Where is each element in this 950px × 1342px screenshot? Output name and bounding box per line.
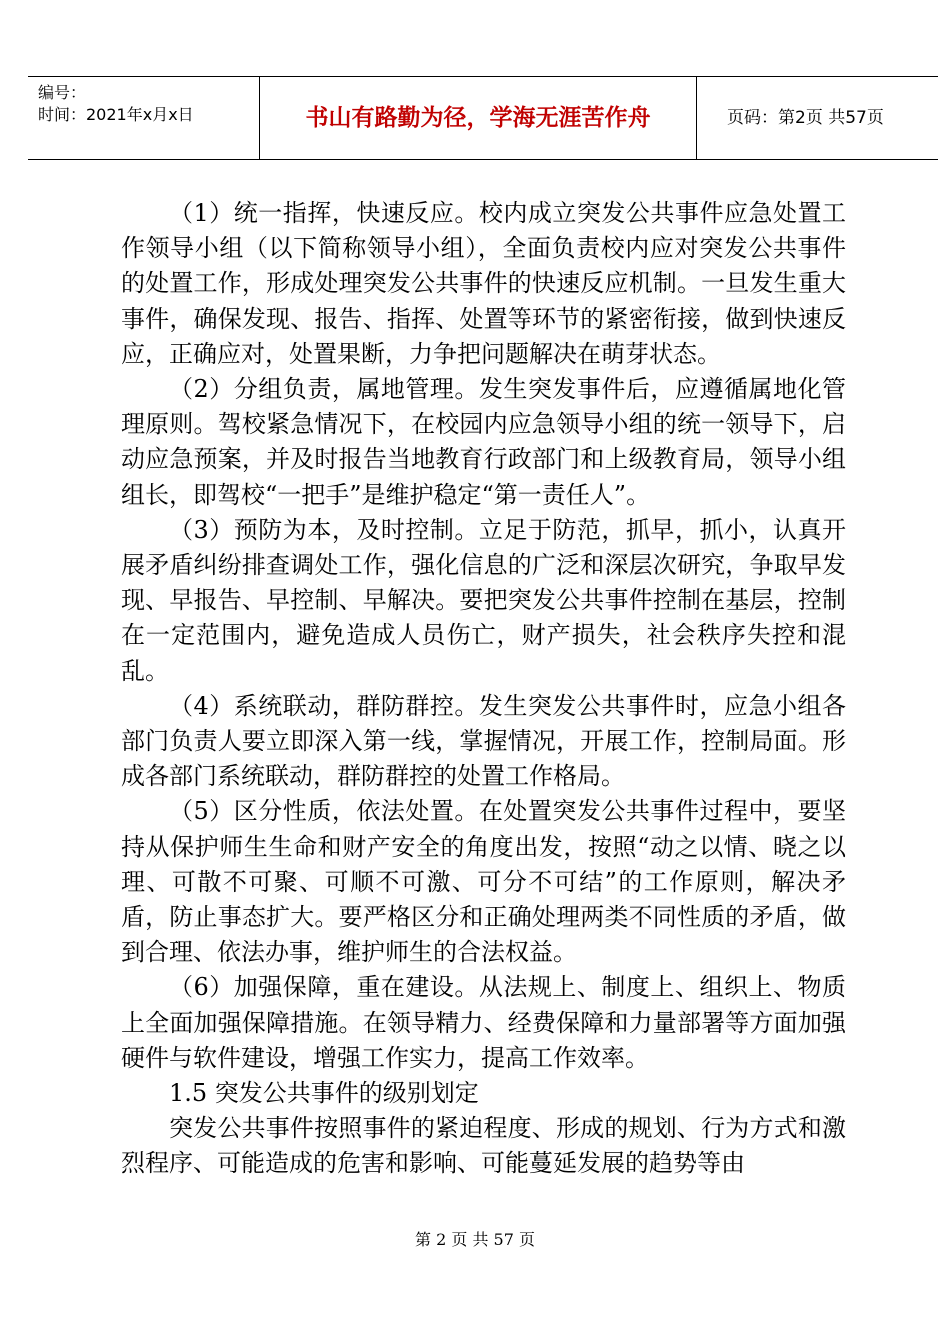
paragraph-prevention: （3）预防为本，及时控制。立足于防范，抓早，抓小，认真开展矛盾纠纷排查调处工作，强化信息的广泛和深层次研究，争取早发现、早报告、早控制、早解决。要把突发公共事件控制在基层，控制在一定范围内，避免造成人员伤亡，财产损失，社会秩序失控和混乱。 [121,515,846,685]
motto-text: 书山有路勤为径，学海无涯苦作舟 [305,105,651,131]
paragraph-security-building: （6）加强保障，重在建设。从法规上、制度上、组织上、物质上全面加强保障措施。在领导精力、经费保障和力量部署等方面加强硬件与软件建设，增强工作实力，提高工作效率。 [121,973,846,1072]
page-code-label: 页码：第2页 共57页 [727,108,884,128]
paragraph-level-classification: 突发公共事件按照事件的紧迫程度、形成的规划、行为方式和激烈程序、可能造成的危害和影响、可能蔓延发展的趋势等由 [121,1114,846,1178]
document-body [121,196,846,1182]
paragraph-system-linkage: （4）系统联动，群防群控。发生突发公共事件时，应急小组各部门负责人要立即深入第一线，掌握情况，开展工作，控制局面。形成各部门系统联动，群防群控的处置工作格局。 [121,691,846,791]
paragraph-group-responsibility: （2）分组负责，属地管理。发生突发事件后，应遵循属地化管理原则。驾校紧急情况下，在校园内应急领导小组的统一领导下，启动应急预案，并及时报告当地教育行政部门和上级教育局，领导小组组长，即驾校“一把手”是维护稳定“第一责任人”。 [121,375,846,509]
serial-number-label: 编号： [38,83,87,102]
paragraph-legal-handling: （5）区分性质，依法处置。在处置突发公共事件过程中，要坚持从保护师生生命和财产安全的角度出发，按照“动之以情、晓之以理、可散不可聚、可顺不可激、可分不可结”的工作原则，解决矛盾，防止事态扩大。要严格区分和正确处理两类不同性质的矛盾，做到合理、依法办事，维护师生的合法权益。 [121,797,846,967]
paragraph-unified-command: （1）统一指挥，快速反应。校内成立突发公共事件应急处置工作领导小组（以下简称领导小组），全面负责校内应对突发公共事件的处置工作，形成处理突发公共事件的快速反应机制。一旦发生重大事件，确保发现、报告、指挥、处置等环节的紧密衔接，做到快速反应，正确应对，处置果断，力争把问题解决在萌芽状态。 [121,199,846,368]
page-header [28,76,938,160]
date-label: 时间：2021年x月x日 [38,105,194,124]
header-page-cell [697,77,938,159]
page-footer: 第 2 页 共 57 页 [415,1230,535,1249]
header-meta-cell [28,77,260,159]
header-motto-cell [260,77,697,159]
section-heading-level-classification: 1.5 突发公共事件的级别划定 [169,1079,479,1108]
